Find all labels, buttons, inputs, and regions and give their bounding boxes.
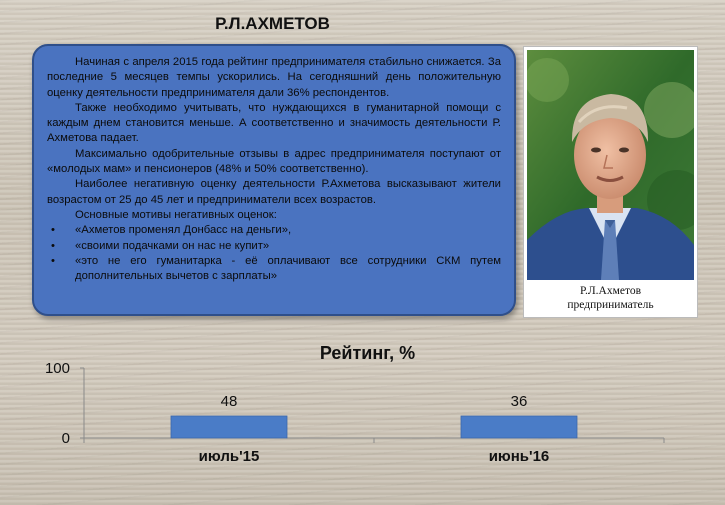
- chart-title: Рейтинг, %: [319, 343, 416, 363]
- bullet-icon: •: [51, 239, 55, 252]
- data-label: 48: [220, 393, 238, 410]
- list-item: [47, 223, 501, 238]
- portrait-card: [523, 46, 698, 318]
- y-tick-label: 100: [44, 360, 70, 377]
- paragraph-4: Наиболее негативную оценку деятельности Р.Ахметова высказывают жители возрастом от 25 до 45 лет и предприниматели всех возрастов.: [47, 178, 501, 206]
- bullet-icon: •: [51, 254, 55, 267]
- list-item: [47, 254, 501, 285]
- paragraph-1: Начиная с апреля 2015 года рейтинг предпринимателя стабильно снижается. За последние 5 месяцев темпы ускорились. На сегодняшний день положительную оценку деятельности предпринимателя дали 36% респондентов.: [47, 56, 501, 99]
- y-tick-label: 0: [61, 430, 70, 447]
- portrait-photo: [527, 50, 694, 280]
- list-item: [47, 239, 501, 254]
- bullet-icon: •: [51, 224, 55, 237]
- portrait-caption: [524, 284, 697, 312]
- data-label: 36: [510, 393, 528, 410]
- paragraph-3: Максимально одобрительные отзывы в адрес предпринимателя поступают от «молодых мам» и пенсионеров (48% и 50% соответственно).: [47, 147, 501, 176]
- caption-role: предприниматель: [567, 299, 654, 311]
- summary-panel: [32, 44, 516, 316]
- portrait-illustration: [527, 50, 694, 280]
- motive-text: «это не его гуманитарка - её оплачивают все сотрудники СКМ путем дополнительных вычетов с зарплаты»: [75, 254, 501, 283]
- motives-list: [47, 223, 501, 284]
- motive-text: «своими подачками он нас не купит»: [75, 239, 270, 252]
- chart-bar: [171, 416, 287, 438]
- motives-title: Основные мотивы негативных оценок:: [75, 208, 277, 221]
- x-tick-label: июль'15: [198, 448, 260, 465]
- paragraph-2: Также необходимо учитывать, что нуждающихся в гуманитарной помощи с каждым днем становится меньше. А соответственно и значимость деятельности Р. Ахметова падает.: [47, 101, 501, 145]
- motive-text: «Ахметов променял Донбасс на деньги»,: [75, 224, 292, 237]
- x-tick-label: июнь'16: [488, 448, 550, 465]
- page-title: Р.Л.АХМЕТОВ: [215, 14, 330, 33]
- caption-name: Р.Л.Ахметов: [580, 285, 641, 297]
- rating-chart: [0, 355, 725, 470]
- chart-bar: [461, 416, 577, 438]
